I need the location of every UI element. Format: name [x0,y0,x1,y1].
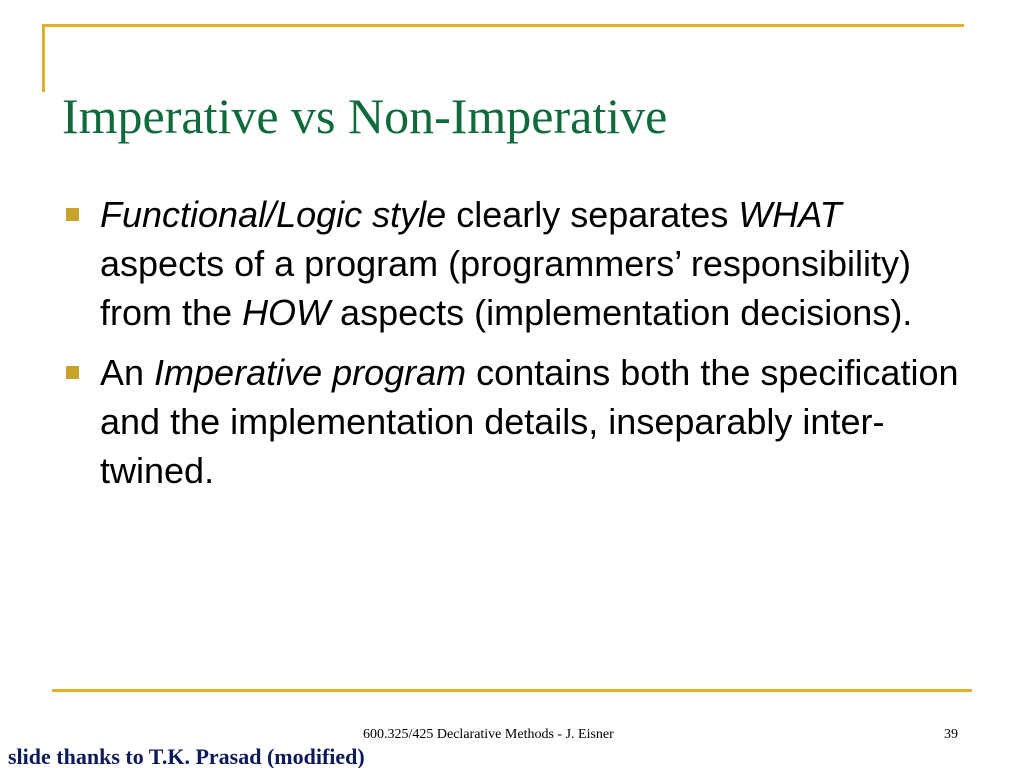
slide-credit: slide thanks to T.K. Prasad (modified) [8,744,365,768]
frame-left-line [42,24,45,92]
footer-divider-line [52,689,972,692]
bullet-list [62,190,962,506]
bullet-item [62,348,962,495]
bullet-text-segment: Imperative program [154,352,467,393]
footer-course-text: 600.325/425 Declarative Methods - J. Eisner [363,727,614,742]
frame-top-line [42,24,964,27]
bullet-text-segment: Functional/Logic style [100,194,447,235]
bullet-text-segment: contains both the specification and the implementation details, inseparably inter-twined. [100,352,959,491]
bullet-text-segment: aspects (implementation decisions). [330,292,913,333]
bullet-text-segment: aspects of a program (programmers’ responsibility) from the [100,194,921,333]
bullet-text-segment: HOW [242,292,331,333]
square-bullet-icon [66,366,79,379]
page-number: 39 [944,727,958,742]
bullet-text-segment: An [100,352,155,393]
bullet-item [62,190,962,337]
square-bullet-icon [66,208,79,221]
bullet-text-segment: WHAT [738,194,842,235]
slide-title: Imperative vs Non-Imperative [62,88,668,144]
bullet-text-segment: clearly separates [446,194,739,235]
